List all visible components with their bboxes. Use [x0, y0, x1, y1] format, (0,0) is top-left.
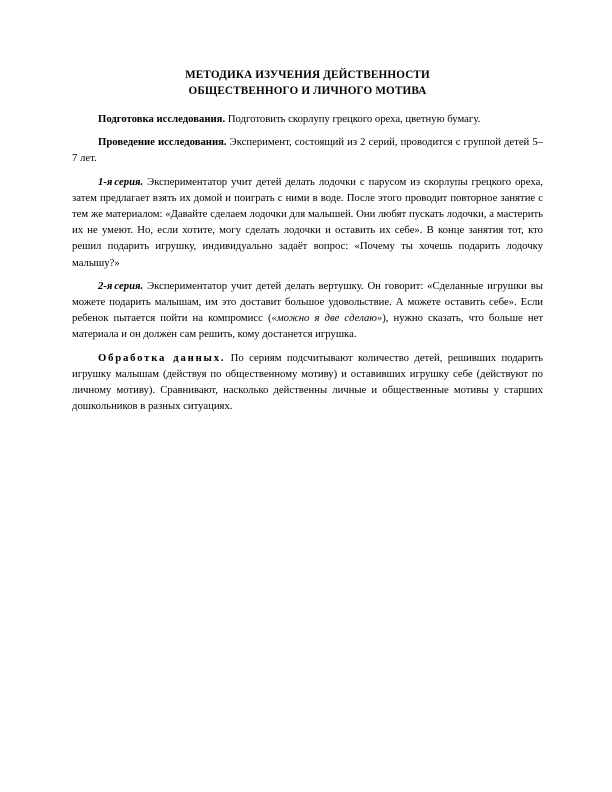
section-series-2: [72, 278, 543, 343]
section-preparation-body: Подготовить скорлупу грецкого ореха, цветную бумагу.: [225, 113, 481, 125]
section-preparation-heading: Подготовка исследования.: [98, 113, 226, 125]
section-conducting: [72, 134, 543, 166]
series-2-body-italic-quote: «можно я две сделаю»: [271, 312, 383, 325]
page-title-line-2: ОБЩЕСТВЕННОГО И ЛИЧНОГО МОТИВА: [188, 84, 427, 97]
series-1-body: Экспериментатор учит детей делать лодочки с парусом из скорлупы грецкого ореха, затем предлагает взять их домой и поиграть с ними в воде. После этого проводит повторное занятие с тем же материалом: «Давайте сделаем лодочки для малышей. Они любят пускать лодочки, а мастерить их не умеют. Но, если хотите, могу сделать лодочки и оставить их себе». В конце занятия тот, кто решил подарить игрушку, индивидуально задаёт вопрос: «Почему ты хочешь подарить лодочку малышу?»: [72, 175, 543, 269]
series-2-body-part2: ), нужно сказать, что больше нет материала и он должен сам решить, кому достанется игрушка.: [72, 312, 544, 341]
section-processing: [72, 350, 543, 415]
series-2-word: серия.: [114, 279, 144, 292]
section-conducting-heading: Проведение исследования.: [98, 136, 227, 149]
page-title-line-1: МЕТОДИКА ИЗУЧЕНИЯ ДЕЙСТВЕННОСТИ: [185, 69, 430, 81]
page-title: [72, 68, 543, 99]
series-2-body-part1: Экспериментатор учит детей делать вертушку. Он говорит: «Сделанные игрушки вы можете подарить малышам, им это доставит большое удовольствие. А можете оставить себе». Если ребенок пытается пойти на компромисс (: [72, 279, 543, 325]
series-1-number: 1-я: [98, 175, 113, 188]
series-1-word: серия.: [114, 175, 144, 188]
series-2-number: 2-я: [98, 279, 113, 292]
series-2-label: [98, 280, 143, 292]
section-processing-heading: Обработка данных.: [98, 351, 226, 364]
series-1-label: [98, 176, 143, 188]
page-content: [72, 68, 543, 415]
section-processing-body: По сериям подсчитывают количество детей, решивших подарить игрушку малышам (действуя по общественному мотиву) и оставивших игрушку себе (действуют по личному мотиву). Сравнивают, насколько действенны личные и общественные мотивы у старших дошкольников в разных ситуациях.: [72, 351, 543, 413]
section-series-1: [72, 174, 543, 271]
section-preparation: [72, 111, 543, 127]
section-conducting-body: Эксперимент, состоящий из 2 серий, проводится с группой детей 5–7 лет.: [72, 136, 544, 165]
